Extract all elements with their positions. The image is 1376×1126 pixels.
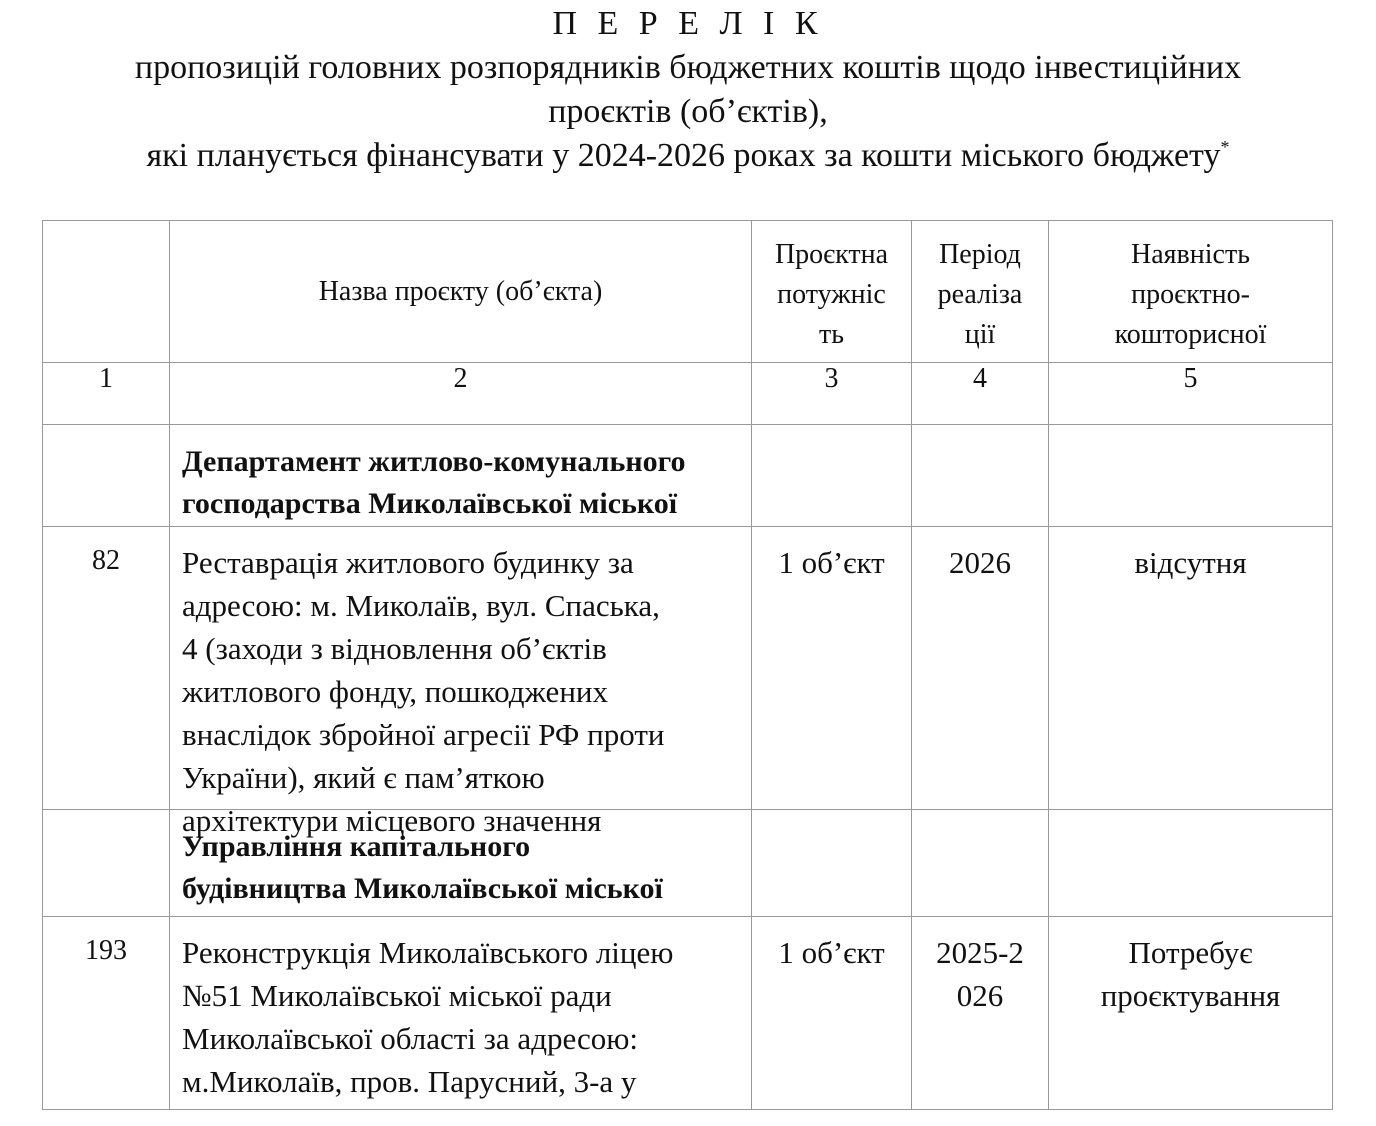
project-capacity: 1 об’єкт [752, 527, 912, 810]
implementation-period [912, 917, 1049, 1110]
header-cell-1 [43, 221, 170, 363]
documentation-status [1049, 527, 1333, 810]
column-number: 4 [912, 363, 1049, 425]
project-capacity: 1 об’єкт [752, 917, 912, 1110]
department-row [43, 810, 1333, 917]
column-number: 5 [1049, 363, 1333, 425]
header-period-line: Період [939, 239, 1021, 270]
project-name-line: Реконструкція Миколаївського ліцею [182, 935, 674, 970]
table-header-row [43, 221, 1333, 363]
project-name [170, 917, 752, 1110]
implementation-period: 2026 [912, 527, 1049, 810]
project-name-clip [182, 541, 745, 838]
header-cell-capacity [752, 221, 912, 363]
empty-cell [43, 810, 170, 917]
project-name-line: України), який є пам’яткою [182, 760, 545, 795]
subtitle-line-3 [0, 136, 1376, 176]
empty-cell [752, 810, 912, 917]
investment-projects-table [42, 220, 1333, 1110]
header-period-line: ції [964, 319, 996, 350]
department-name-line: будівництва Миколаївської міської [182, 872, 663, 905]
item-number: 82 [43, 527, 170, 810]
column-number: 2 [170, 363, 752, 425]
implementation-period-line: 2025-2 [936, 935, 1024, 970]
documentation-status-line: Потребує [1128, 935, 1253, 970]
project-name-line: 4 (заходи з відновлення об’єктів [182, 631, 607, 666]
subtitle-line-1: пропозицій головних розпорядників бюджетних коштів щодо інвестиційних [134, 49, 1242, 86]
empty-cell [912, 425, 1049, 527]
header-capacity-line: Проєктна [774, 239, 889, 270]
subtitle-line-2: проєктів (об’єктів), [548, 93, 828, 130]
project-name-clip [182, 931, 745, 1109]
table-row [43, 527, 1333, 810]
documentation-status [1049, 917, 1333, 1110]
table-row [43, 917, 1333, 1110]
header-documentation-line: проєктно- [1131, 279, 1250, 310]
project-name-line: житлового фонду, пошкоджених [182, 674, 608, 709]
department-name [170, 425, 752, 527]
empty-cell [43, 425, 170, 527]
department-name-line: Департамент житлово-комунального [182, 445, 686, 478]
project-name-line: внаслідок збройної агресії РФ проти [182, 717, 665, 752]
department-row [43, 425, 1333, 527]
header-documentation-line: Наявність [1131, 239, 1250, 270]
document-title: П Е Р Е Л І К [552, 5, 824, 42]
column-number: 1 [43, 363, 170, 425]
header-period-line: реаліза [937, 279, 1023, 310]
project-name-line: Миколаївської області за адресою: [182, 1021, 639, 1056]
documentation-status-line: проєктування [1100, 978, 1281, 1013]
department-name [170, 810, 752, 917]
department-name-line: Управління капітального [182, 830, 531, 863]
footnote-mark: * [1220, 137, 1230, 157]
header-cell-project-name: Назва проєкту (об’єкта) [170, 221, 752, 363]
project-name-line: Реставрація житлового будинку за [182, 545, 634, 580]
empty-cell [752, 425, 912, 527]
project-name-line: архітектури місцевого значення [182, 803, 602, 838]
empty-cell [1049, 425, 1333, 527]
column-number: 3 [752, 363, 912, 425]
empty-cell [912, 810, 1049, 917]
project-name [170, 527, 752, 838]
project-name-line: м.Миколаїв, пров. Парусний, 3-а у [182, 1064, 637, 1099]
header-cell-period [912, 221, 1049, 363]
header-capacity-line: ть [818, 319, 844, 350]
header-documentation-line: кошторисної [1114, 319, 1267, 350]
implementation-period-line: 026 [956, 978, 1004, 1013]
header-capacity-line: потужніс [777, 279, 886, 310]
documentation-status-line: відсутня [1134, 545, 1247, 580]
department-name-line: господарства Миколаївської міської [182, 487, 678, 520]
project-name-line: №51 Миколаївської міської ради [182, 978, 612, 1013]
project-name-line: адресою: м. Миколаїв, вул. Спаська, [182, 588, 660, 623]
column-number-row [43, 363, 1333, 425]
subtitle-line-3-text: які планується фінансувати у 2024-2026 роках за кошти міського бюджету [146, 137, 1221, 174]
empty-cell [1049, 810, 1333, 917]
header-cell-documentation [1049, 221, 1333, 363]
item-number: 193 [43, 917, 170, 1110]
